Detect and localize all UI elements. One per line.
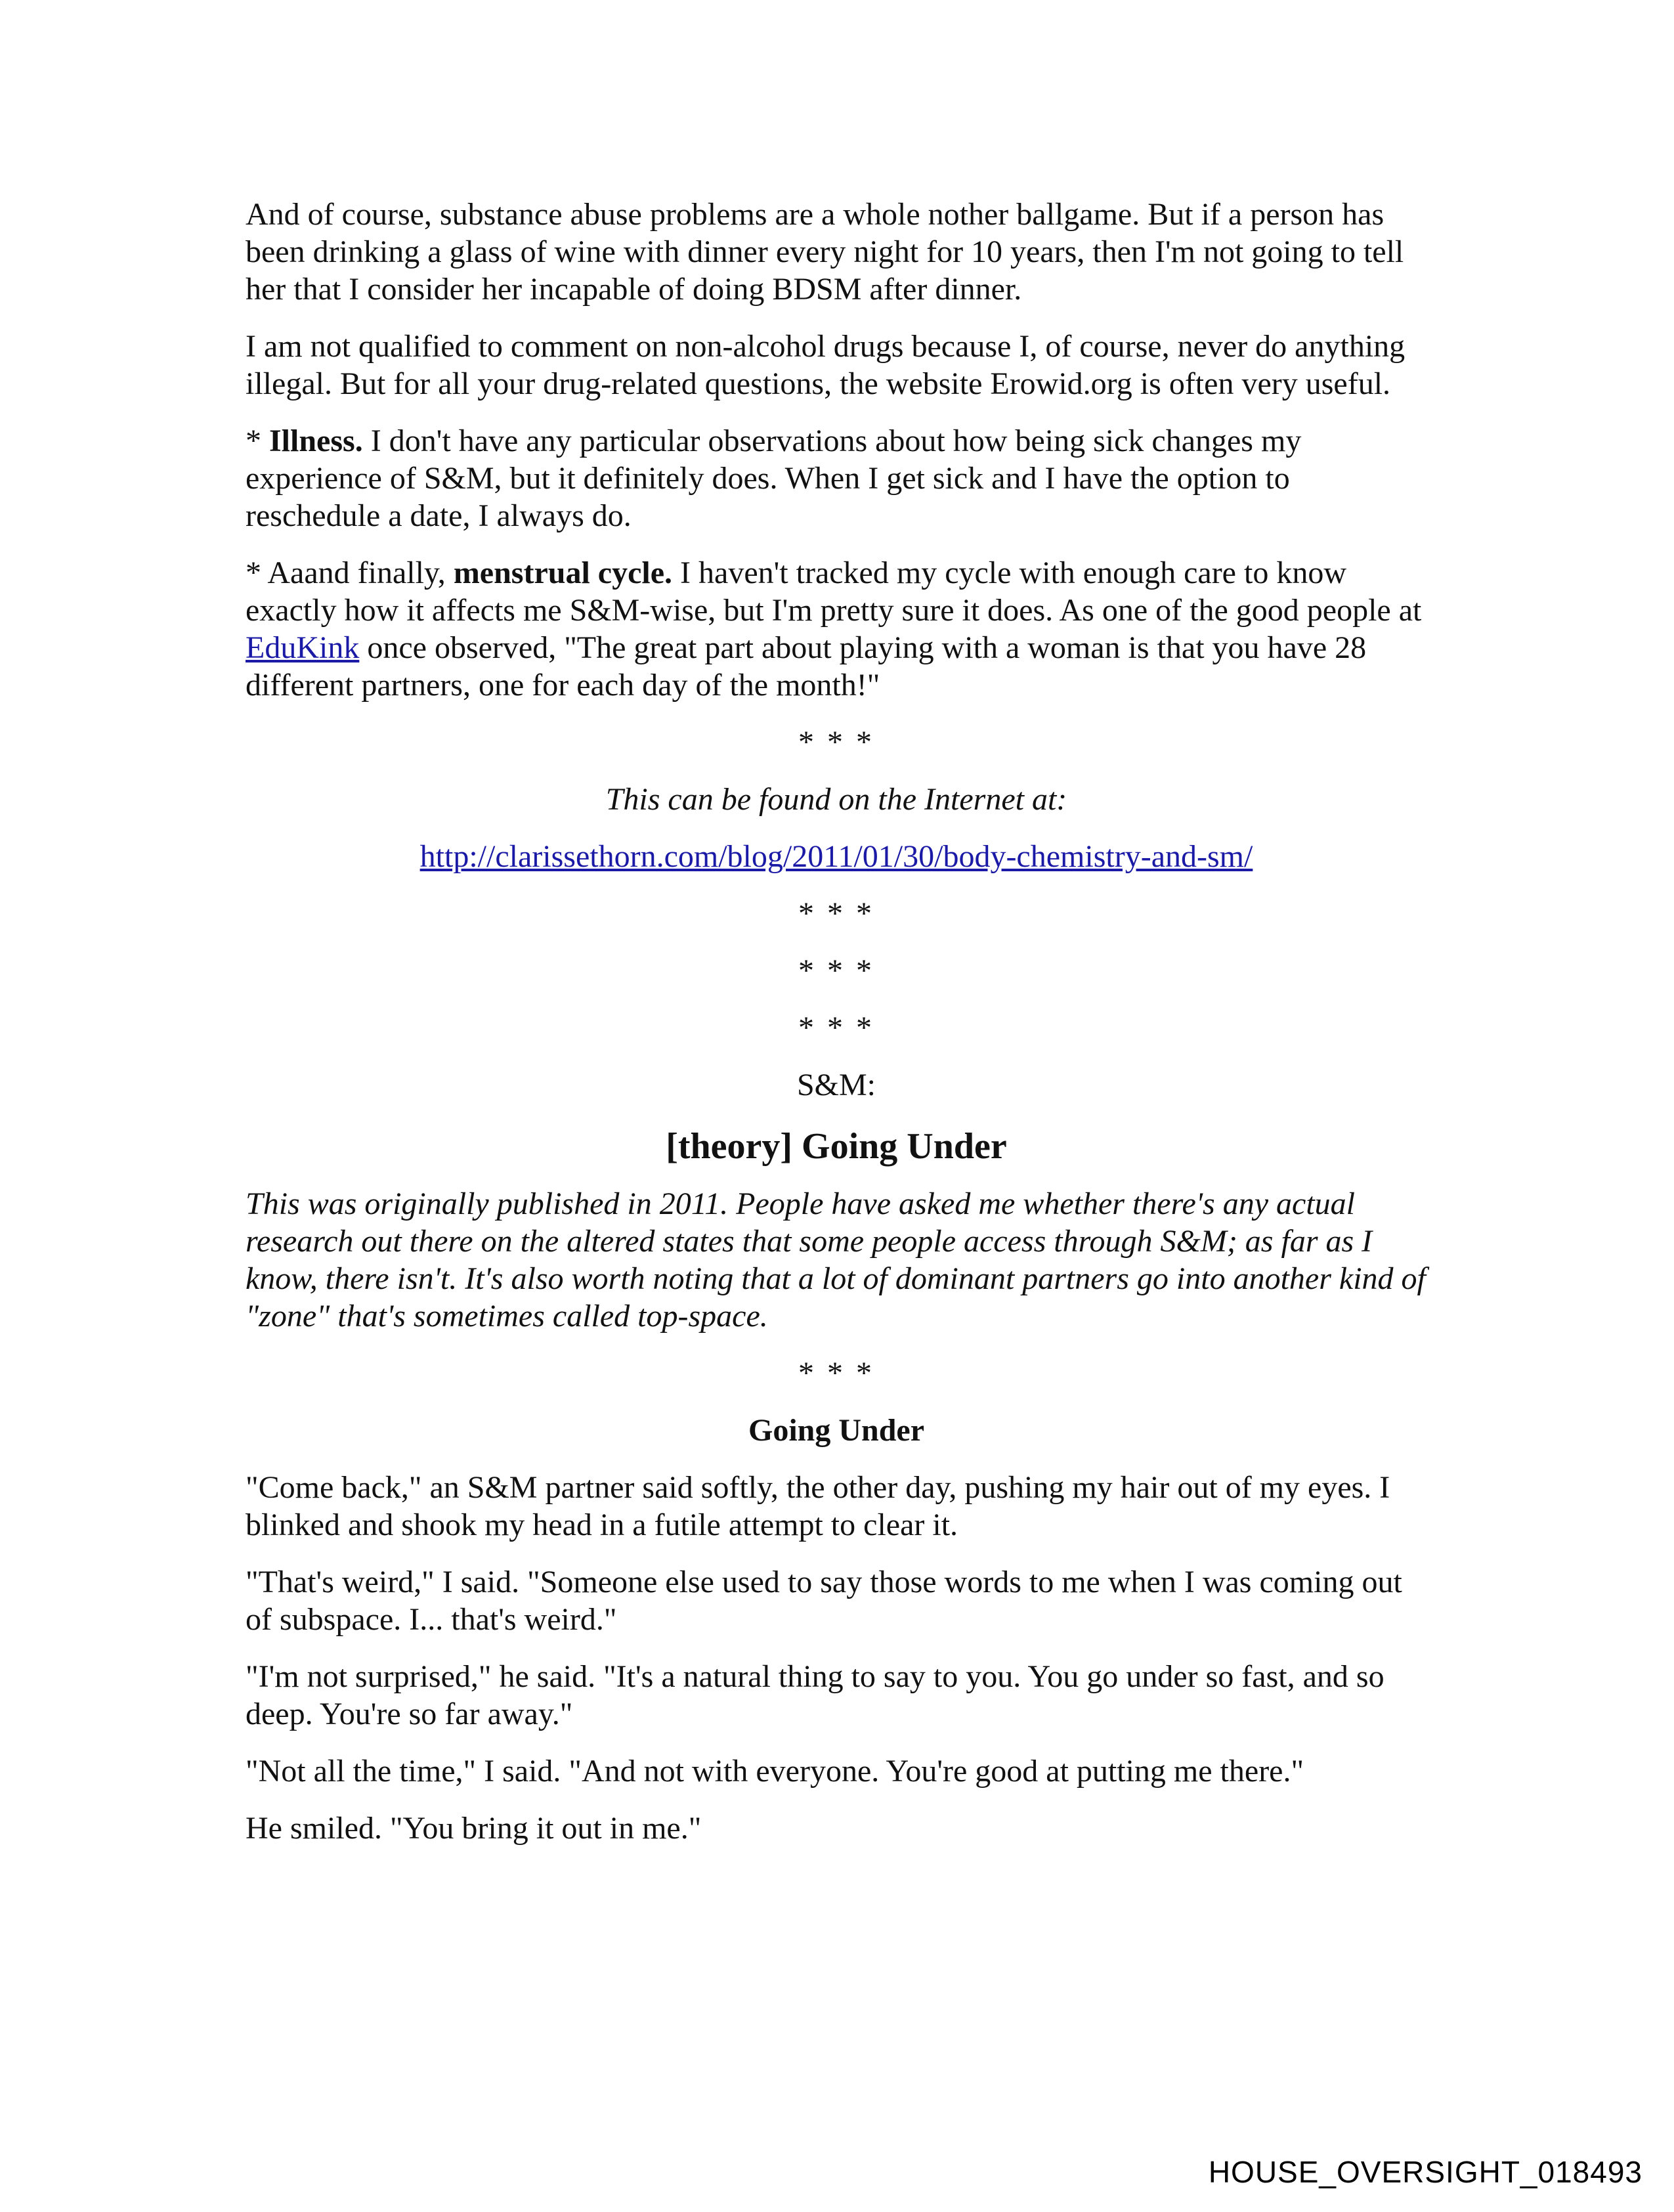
section-title: [theory] Going Under [666, 1126, 1007, 1167]
story-title: Going Under [748, 1413, 925, 1448]
story-paragraph: "That's weird," I said. "Someone else used to say those words to me when I was coming out of subspace. I... that's weird." [246, 1565, 1402, 1637]
illness-text: I don't have any particular observations about how being sick changes my experience of S&M, but it definitely does. When I get sick and I have the option to reschedule a date, I always do. [246, 423, 1302, 533]
illness-heading: Illness. [269, 423, 363, 458]
section-separator: * * * [798, 725, 874, 760]
story-paragraph: He smiled. "You bring it out in me." [246, 1811, 702, 1846]
bates-number: HOUSE_OVERSIGHT_018493 [1208, 2155, 1642, 2189]
source-url-link[interactable]: http://clarissethorn.com/blog/2011/01/30/body-chemistry-and-sm/ [419, 839, 1253, 874]
story-paragraph: "Not all the time," I said. "And not with everyone. You're good at putting me there." [246, 1754, 1304, 1789]
section-separator: * * * [798, 1010, 874, 1045]
edukink-link[interactable]: EduKink [246, 630, 360, 665]
section-separator: * * * [798, 1356, 874, 1391]
bullet-prefix: * [246, 423, 269, 458]
bullet-prefix: * Aaand finally, [246, 555, 454, 590]
menstrual-text-after-link: once observed, "The great part about playing with a woman is that you have 28 different partners, one for each day of the month!" [246, 630, 1367, 703]
paragraph-drugs: I am not qualified to comment on non-alcohol drugs because I, of course, never do anything illegal. But for all your drug-related questions, the website Erowid.org is often very useful. [246, 329, 1406, 401]
section-intro: This was originally published in 2011. People have asked me whether there's any actual research out there on the altered states that some people access through S&M; as far as I know, there isn't. It's also worth noting that a lot of dominant partners go into another kind of "zone" that's sometimes called top-space. [246, 1186, 1426, 1334]
source-url-line [246, 838, 1427, 875]
paragraph-substance-abuse: And of course, substance abuse problems are a whole nother ballgame. But if a person has been drinking a glass of wine with dinner every night for 10 years, then I'm not going to tell her that I consider her incapable of doing BDSM after dinner. [246, 197, 1404, 307]
paragraph-illness [246, 422, 1427, 534]
story-paragraph: "I'm not surprised," he said. "It's a natural thing to say to you. You go under so fast, and so deep. You're so far away." [246, 1659, 1384, 1731]
source-label: This can be found on the Internet at: [605, 782, 1067, 817]
section-separator: * * * [798, 896, 874, 931]
section-kicker: S&M: [796, 1068, 876, 1102]
section-separator: * * * [798, 953, 874, 988]
document-page [246, 196, 1427, 1867]
menstrual-heading: menstrual cycle. [453, 555, 673, 590]
paragraph-menstrual-cycle [246, 554, 1427, 704]
story-paragraph: "Come back," an S&M partner said softly, the other day, pushing my hair out of my eyes. I blinked and shook my head in a futile attempt to clear it. [246, 1470, 1390, 1542]
menstrual-text-before-link: I haven't tracked my cycle with enough care to know exactly how it affects me S&M-wise, but I'm pretty sure it does. As one of the good people at [246, 555, 1422, 628]
